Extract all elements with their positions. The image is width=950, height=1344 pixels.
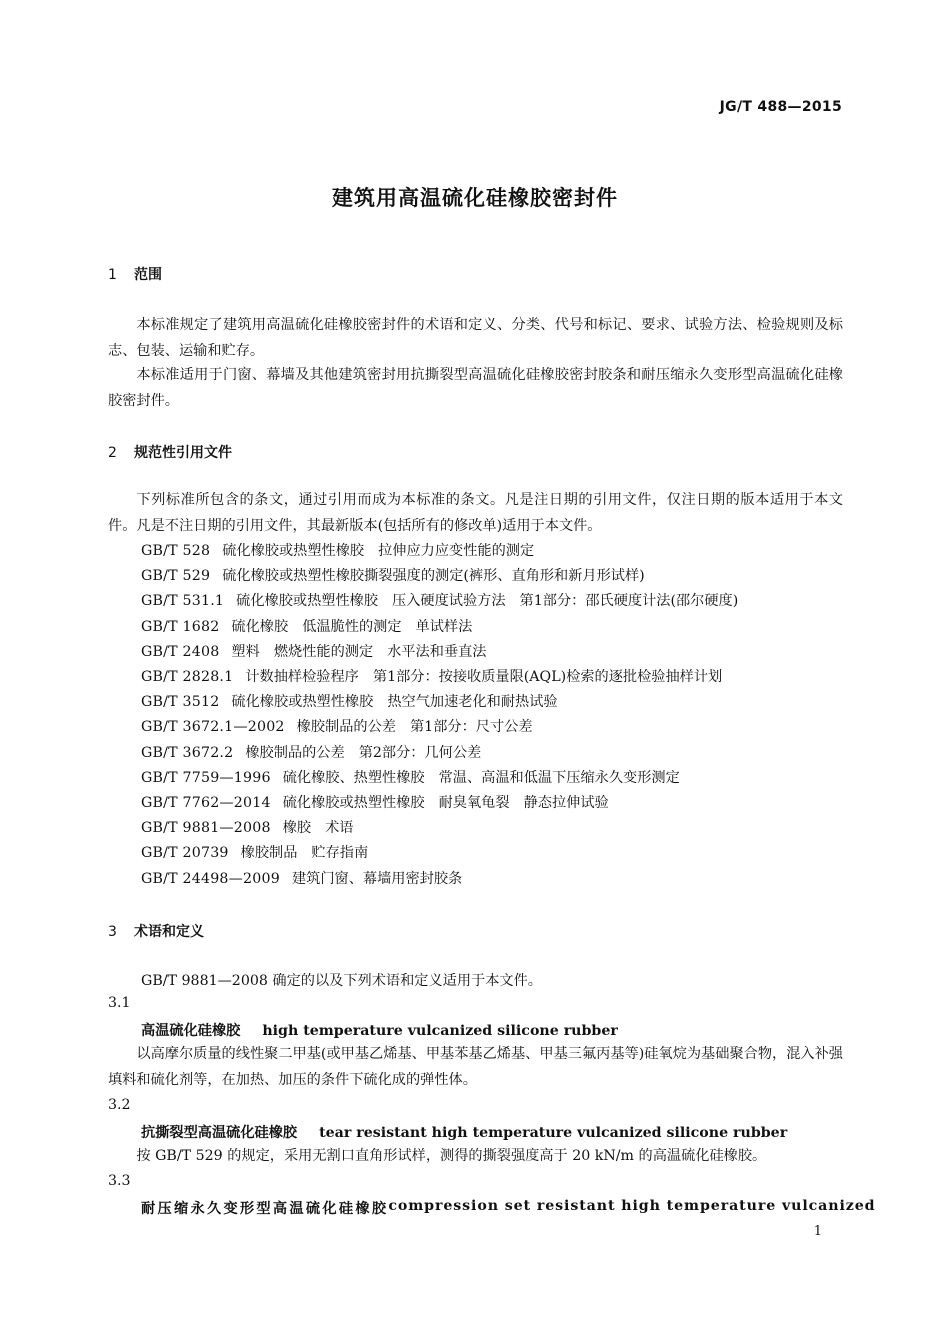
reference-code: GB/T 531.1 xyxy=(141,593,225,610)
reference-title-part: 硫化橡胶或热塑性橡胶撕裂强度的测定(裤形、直角形和新月形试样) xyxy=(222,568,645,585)
term-en: high temperature vulcanized silicone rubber xyxy=(262,1023,618,1039)
reference-item xyxy=(141,817,354,837)
reference-title-part: 水平法和垂直法 xyxy=(387,643,487,660)
reference-title-part: 硫化橡胶或热塑性橡胶 xyxy=(236,593,379,610)
reference-title-part: 常温、高温和低温下压缩永久变形测定 xyxy=(438,769,680,786)
reference-code: GB/T 24498—2009 xyxy=(141,870,280,887)
reference-title-part: 压入硬度试验方法 xyxy=(392,593,506,610)
scope-paragraph-1: 本标准规定了建筑用高温硫化硅橡胶密封件的术语和定义、分类、代号和标记、要求、试验方法、检验规则及标志、包装、运输和贮存。 xyxy=(108,317,843,359)
reference-item xyxy=(141,565,645,585)
reference-item xyxy=(141,590,738,610)
section-number: 1 xyxy=(108,267,117,283)
reference-title-part: 单试样法 xyxy=(415,618,473,635)
reference-title-part: 静态拉伸试验 xyxy=(523,795,609,811)
reference-code: GB/T 528 xyxy=(141,543,211,559)
standard-number: JG/T 488—2015 xyxy=(719,99,842,115)
reference-title-part: 计数抽样检验程序 xyxy=(245,669,359,685)
page-number: 1 xyxy=(813,1224,822,1239)
reference-item xyxy=(141,792,609,812)
reference-title-part: 建筑门窗、幕墙用密封胶条 xyxy=(291,870,463,887)
reference-code: GB/T 7762—2014 xyxy=(141,795,271,811)
term-heading xyxy=(141,1122,787,1142)
reference-item xyxy=(141,666,722,686)
section-number: 3 xyxy=(108,924,117,940)
reference-title-part: 低温脆性的测定 xyxy=(302,618,402,635)
reference-code: GB/T 3672.2 xyxy=(141,744,234,761)
reference-title-part: 燃烧性能的测定 xyxy=(273,643,374,660)
reference-title-part: 耐臭氧龟裂 xyxy=(438,795,510,811)
section-1-heading xyxy=(108,264,162,284)
reference-title-part: 橡胶制品的公差 xyxy=(245,744,345,761)
term-cn: 高温硫化硅橡胶 xyxy=(141,1023,241,1039)
section-title: 范围 xyxy=(134,267,162,283)
reference-item xyxy=(141,767,680,787)
reference-item xyxy=(141,842,368,862)
reference-code: GB/T 529 xyxy=(141,568,211,585)
section-title: 规范性引用文件 xyxy=(134,445,232,461)
reference-code: GB/T 1682 xyxy=(141,618,220,635)
term-cn: 耐压缩永久变形型高温硫化硅橡胶 xyxy=(141,1201,389,1217)
reference-title-part: 硫化橡胶或热塑性橡胶 xyxy=(222,543,365,559)
reference-title-part: 硫化橡胶 xyxy=(231,618,289,635)
term-number: 3.2 xyxy=(108,1097,131,1113)
reference-code: GB/T 3512 xyxy=(141,694,220,711)
reference-code: GB/T 9881—2008 xyxy=(141,820,271,837)
reference-item xyxy=(141,540,534,560)
reference-title-part: 第1部分：邵氏硬度计法(邵尔硬度) xyxy=(519,593,739,610)
term-heading xyxy=(141,1198,876,1218)
terms-intro: GB/T 9881—2008 确定的以及下列术语和定义适用于本文件。 xyxy=(141,973,542,989)
reference-title-part: 橡胶制品 xyxy=(240,845,298,862)
reference-item xyxy=(141,868,462,888)
term-en: tear resistant high temperature vulcanized silicone rubber xyxy=(319,1125,788,1141)
references-intro: 下列标准所包含的条文，通过引用而成为本标准的条文。凡是注日期的引用文件，仅注日期的版本适用于本文件。凡是不注日期的引用文件，其最新版本(包括所有的修改单)适用于本文件。 xyxy=(108,492,843,534)
reference-title-part: 贮存指南 xyxy=(311,845,369,862)
reference-title-part: 塑料 xyxy=(231,643,260,660)
reference-item xyxy=(141,716,533,736)
reference-title-part: 硫化橡胶或热塑性橡胶 xyxy=(231,694,374,711)
reference-code: GB/T 20739 xyxy=(141,845,229,862)
term-number: 3.1 xyxy=(108,995,131,1011)
reference-code: GB/T 3672.1—2002 xyxy=(141,719,285,736)
reference-title-part: 橡胶制品的公差 xyxy=(296,719,396,736)
term-heading xyxy=(141,1020,618,1040)
section-title: 术语和定义 xyxy=(134,924,204,940)
reference-title-part: 第1部分：尺寸公差 xyxy=(409,719,533,736)
reference-item xyxy=(141,691,558,711)
reference-code: GB/T 7759—1996 xyxy=(141,769,271,786)
section-3-heading xyxy=(108,921,204,941)
term-definition: 以高摩尔质量的线性聚二甲基(或甲基乙烯基、甲基苯基乙烯基、甲基三氟丙基等)硅氧烷为基础聚合物，混入补强填料和硫化剂等，在加热、加压的条件下硫化成的弹性体。 xyxy=(108,1046,843,1088)
reference-title-part: 橡胶 xyxy=(282,820,312,837)
section-number: 2 xyxy=(108,445,117,461)
reference-item xyxy=(141,616,472,636)
term-cn: 抗撕裂型高温硫化硅橡胶 xyxy=(141,1125,298,1141)
reference-code: GB/T 2828.1 xyxy=(141,669,234,685)
term-en: compression set resistant high temperature vulcanized xyxy=(388,1198,876,1214)
reference-item xyxy=(141,742,481,762)
reference-title-part: 硫化橡胶、热塑性橡胶 xyxy=(282,769,425,786)
reference-title-part: 硫化橡胶或热塑性橡胶 xyxy=(282,795,425,811)
reference-item xyxy=(141,641,486,661)
reference-code: GB/T 2408 xyxy=(141,643,220,660)
term-number: 3.3 xyxy=(108,1173,131,1189)
reference-title-part: 拉伸应力应变性能的测定 xyxy=(378,543,535,559)
scope-paragraph-2: 本标准适用于门窗、幕墙及其他建筑密封用抗撕裂型高温硫化硅橡胶密封胶条和耐压缩永久变形型高温硫化硅橡胶密封件。 xyxy=(108,367,843,409)
reference-title-part: 术语 xyxy=(325,820,354,837)
reference-title-part: 第1部分：按接收质量限(AQL)检索的逐批检验抽样计划 xyxy=(372,669,723,685)
reference-title-part: 热空气加速老化和耐热试验 xyxy=(387,694,558,711)
term-definition: 按 GB/T 529 的规定，采用无割口直角形试样，测得的撕裂强度高于 20 kN/m 的高温硫化硅橡胶。 xyxy=(136,1148,767,1164)
reference-title-part: 第2部分：几何公差 xyxy=(358,744,482,761)
document-title: 建筑用高温硫化硅橡胶密封件 xyxy=(332,186,618,210)
section-2-heading xyxy=(108,442,232,462)
